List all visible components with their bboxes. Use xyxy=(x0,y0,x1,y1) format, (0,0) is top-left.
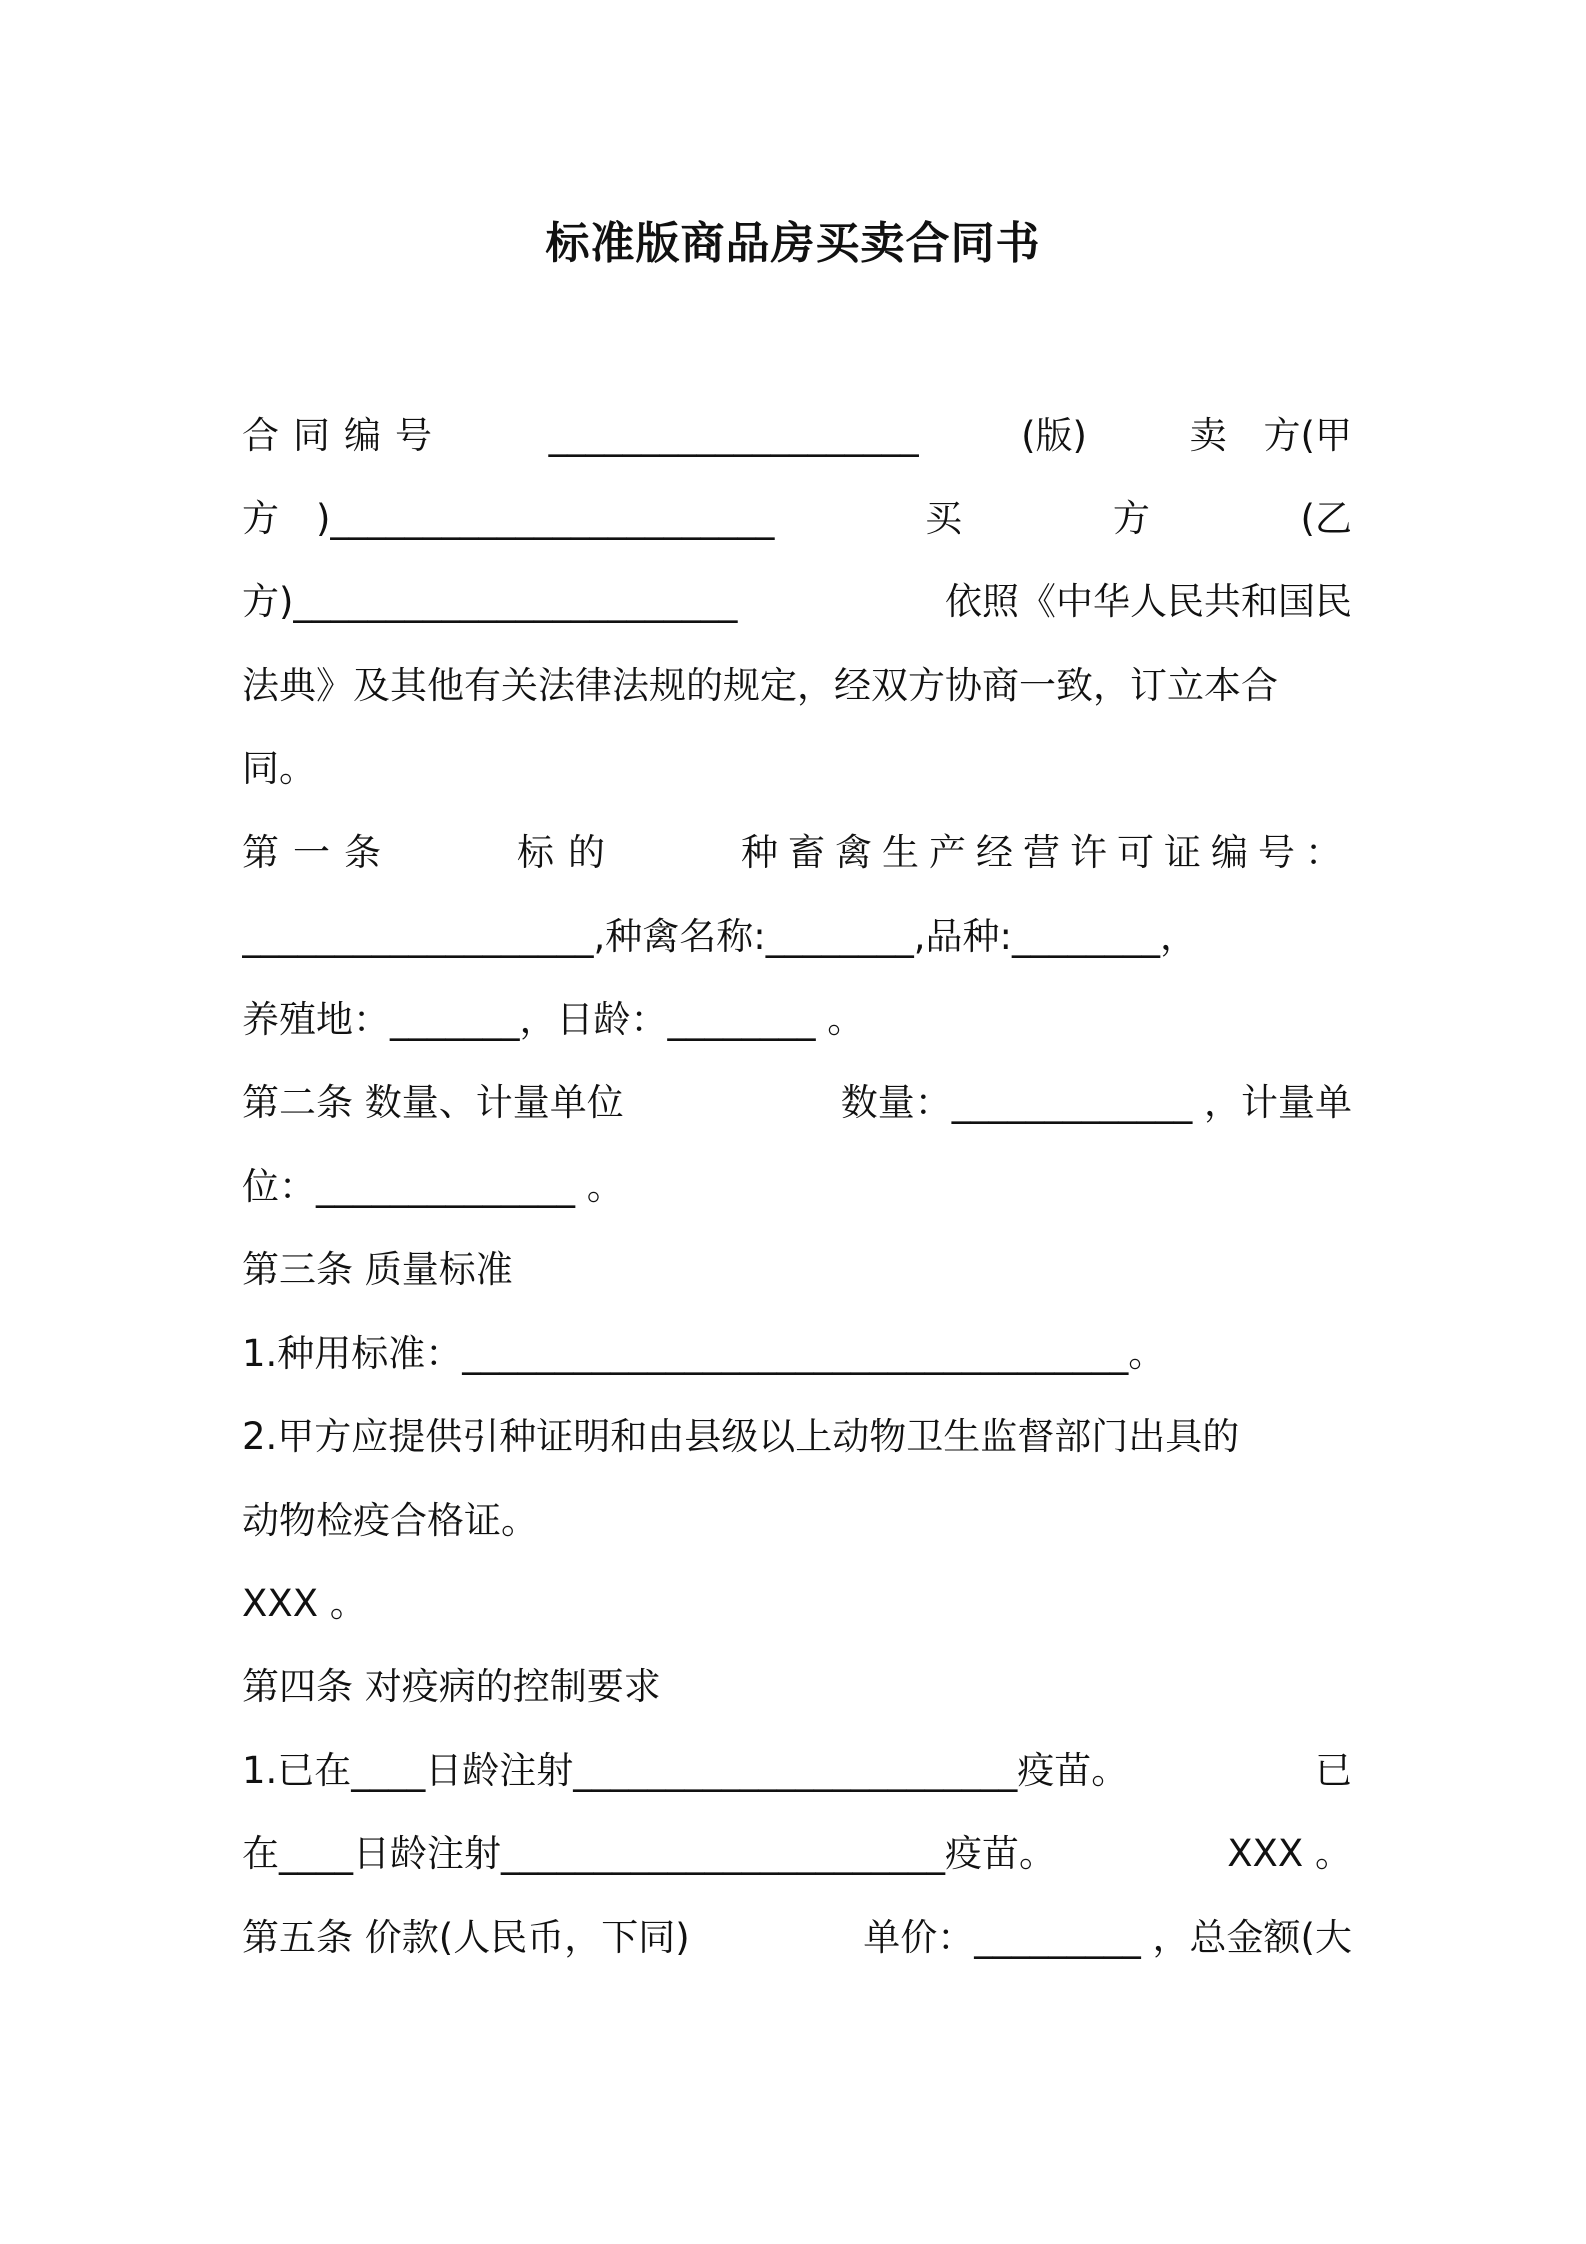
buyer-label-2: 方 xyxy=(1112,497,1150,540)
line-quarantine-2: 动物检疫合格证。 xyxy=(242,1499,538,1542)
line-article-1 xyxy=(242,822,1352,884)
contract-number-label: 合同编号 xyxy=(242,414,446,457)
seller-blank: 方 )________________________ xyxy=(242,497,775,540)
vaccine-2-start: 已 xyxy=(1315,1749,1352,1792)
line-breeding-standard: 1.种用标准：____________________________________。 xyxy=(242,1332,1166,1375)
vaccine-xxx: XXX 。 xyxy=(1227,1832,1352,1875)
quantity-field: 数量：_____________ ，计量单 xyxy=(840,1081,1352,1124)
article-1-label: 第一条 xyxy=(242,831,395,874)
line-quarantine-1: 2.甲方应提供引种证明和由县级以上动物卫生监督部门出具的 xyxy=(242,1415,1240,1458)
buyer-blank: 方)________________________ xyxy=(242,580,738,623)
article-5-label: 第五条 价款(人民币，下同) xyxy=(242,1916,690,1959)
price-field: 单价：_________ ，总金额(大 xyxy=(863,1916,1352,1959)
line-buyer-party xyxy=(242,571,1352,633)
article-1-subject: 标的 xyxy=(517,831,619,874)
line-seller-party xyxy=(242,488,1352,550)
seller-label: 卖 方(甲 xyxy=(1189,414,1352,457)
line-article-3: 第三条 质量标准 xyxy=(242,1248,513,1291)
line-article-4: 第四条 对疫病的控制要求 xyxy=(242,1665,661,1708)
line-contract-number xyxy=(242,405,1352,467)
document-title: 标准版商品房买卖合同书 xyxy=(545,218,1041,269)
line-vaccine-1 xyxy=(242,1740,1352,1802)
line-article-2 xyxy=(242,1072,1352,1134)
vaccine-1-text: 1.已在____日龄注射________________________疫苗。 xyxy=(242,1749,1129,1792)
line-legal-basis: 法典》及其他有关法律法规的规定，经双方协商一致，订立本合 xyxy=(242,664,1278,707)
buyer-label-1: 买 xyxy=(925,497,963,540)
contract-number-blank: ____________________ xyxy=(548,414,919,457)
article-2-label: 第二条 数量、计量单位 xyxy=(242,1081,624,1124)
vaccine-2-text: 在____日龄注射________________________疫苗。 xyxy=(242,1832,1056,1875)
legal-basis-start: 依照《中华人民共和国民 xyxy=(945,580,1352,623)
buyer-label-3: (乙 xyxy=(1300,497,1352,540)
line-farm-age: 养殖地：_______，日龄：________ 。 xyxy=(242,998,865,1041)
license-number-label: 种畜禽生产经营许可证编号： xyxy=(741,831,1352,874)
line-vaccine-2 xyxy=(242,1823,1352,1885)
line-unit: 位：______________ 。 xyxy=(242,1165,624,1208)
line-xxx: XXX 。 xyxy=(242,1582,367,1625)
line-breed-info: ___________________,种禽名称:________,品种:________， xyxy=(242,915,1197,958)
line-article-5 xyxy=(242,1907,1352,1969)
line-legal-basis-end: 同。 xyxy=(242,747,316,790)
edition-label: (版) xyxy=(1021,414,1087,457)
